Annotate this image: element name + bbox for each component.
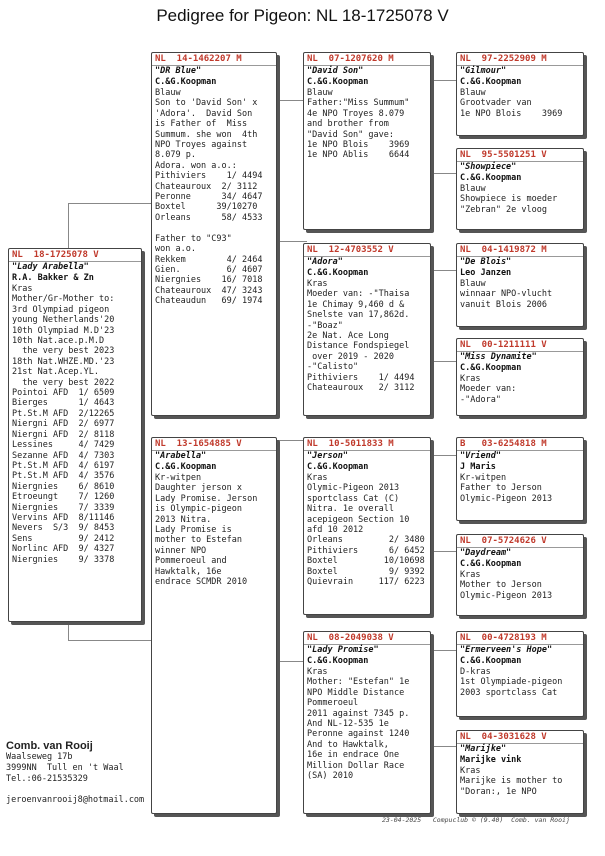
card-line: D-kras (460, 667, 491, 677)
pedigree-card-dsd (456, 534, 584, 616)
breeder: C.&G.Koopman (307, 656, 369, 666)
card-line: Pommeroeul and (155, 556, 227, 567)
pigeon-name: "Miss Dynamite" (460, 352, 537, 362)
breeder: C.&G.Koopman (460, 559, 522, 569)
card-line: Niergni AFD 2/ 6977 (12, 419, 115, 430)
connector (430, 270, 456, 362)
card-body (457, 184, 583, 215)
pedigree-card-sire-sire (303, 52, 431, 230)
pigeon-name: "De Blois" (460, 257, 512, 267)
card-line: 'Adora'. David Son (155, 108, 253, 119)
card-line: Pt.St.M AFD 4/ 3576 (12, 471, 115, 482)
card-line: afd 10 2012 (307, 525, 364, 536)
card-line: Niergni AFD 2/ 8118 (12, 429, 115, 440)
card-line: Father to "C93" (155, 233, 232, 244)
pigeon-name: "Daydream" (460, 548, 512, 558)
card-line: Father to Jerson (460, 483, 542, 494)
ring-number: NL 08-2049038 V (304, 632, 430, 645)
card-line: Grootvader van (460, 98, 532, 109)
card-line: NPO Middle Distance (307, 687, 405, 698)
pigeon-name: "Adora" (307, 257, 343, 267)
card-body (457, 570, 583, 601)
card-line: 18th Nat.WHZE.MD.'23 (12, 356, 115, 367)
pigeon-name: "David Son" (307, 66, 364, 76)
card-body (152, 88, 276, 307)
card-line: Kras (307, 667, 328, 677)
pedigree-card-sss (456, 52, 584, 136)
card-line: Peronne against 1240 (307, 729, 410, 740)
card-line: 1e Chimay 9,460 d & (307, 299, 405, 310)
pedigree-card-main (8, 248, 142, 622)
card-line: Chateauroux 2/ 3112 (155, 181, 258, 192)
card-line: Vervins AFD 8/11146 (12, 512, 115, 523)
card-body (457, 374, 583, 405)
card-line: 2011 against 7345 p. (307, 708, 410, 719)
card-line: Kras (307, 279, 328, 289)
card-line: Norlinc AFD 9/ 4327 (12, 544, 115, 555)
card-line: Lessines 4/ 7429 (12, 440, 115, 451)
ring-number: B 03-6254818 M (457, 438, 583, 451)
card-line: Pithiviers 1/ 4494 (155, 171, 263, 182)
card-line: Kras (307, 473, 328, 483)
card-line: Adora. won a.o.: (155, 160, 237, 171)
card-line: "David Son" gave: (307, 129, 394, 140)
card-line: Mother to Jerson (460, 580, 542, 591)
ring-number: NL 97-2252909 M (457, 53, 583, 66)
breeder: C.&G.Koopman (307, 268, 369, 278)
card-line: 2013 Nitra. (155, 514, 212, 525)
card-line: Million Dollar Race (307, 760, 405, 771)
card-line: And to Hawktalk, (307, 739, 389, 750)
ring-number: NL 14-1462207 M (152, 53, 276, 66)
pigeon-name: "Lady Promise" (307, 645, 379, 655)
card-body (9, 284, 141, 565)
card-line: acepigeon Section 10 (307, 514, 410, 525)
card-line: Chateauroux 47/ 3243 (155, 285, 263, 296)
card-line: Lady Promise. Jerson (155, 493, 258, 504)
card-line: Lady Promise is (155, 525, 232, 536)
pigeon-name: "Arabella" (155, 451, 207, 461)
card-line: is Father of Miss (155, 119, 248, 130)
ring-number: NL 04-1419872 M (457, 244, 583, 257)
card-line: 10th Olympiad M.D'23 (12, 325, 115, 336)
card-line: 16e in endrace One (307, 750, 400, 761)
ring-number: NL 00-1211111 V (457, 339, 583, 352)
card-line: "Doran:, 1e NPO (460, 786, 537, 797)
connector (68, 620, 152, 641)
card-line: Distance Fondspiegel (307, 341, 410, 352)
card-line: Kras (460, 374, 481, 384)
card-line: -"Calisto" (307, 362, 359, 373)
card-line: Pointoi AFD 1/ 6509 (12, 388, 115, 399)
card-line: Blauw (460, 184, 486, 194)
card-line: Blauw (155, 88, 181, 98)
breeder: J Maris (460, 462, 496, 472)
card-line: young Netherlands'20 (12, 315, 115, 326)
card-line: Pt.St.M AFD 2/12265 (12, 408, 115, 419)
breeder: C.&G.Koopman (155, 77, 217, 87)
breeder: C.&G.Koopman (460, 173, 522, 183)
ring-number: NL 04-3031628 V (457, 731, 583, 744)
breeder: Marijke vink (460, 755, 522, 765)
card-body (304, 667, 430, 781)
breeder: C.&G.Koopman (460, 656, 522, 666)
card-line: Orleans 2/ 3480 (307, 535, 425, 546)
card-line: endrace SCMDR 2010 (155, 577, 248, 588)
breeder: Leo Janzen (460, 268, 512, 278)
card-line: Nevers S/3 9/ 8453 (12, 523, 115, 534)
card-line: is Olympic-pigeon (155, 504, 242, 515)
card-line: 2e Nat. Ace Long (307, 331, 389, 342)
card-line: -"Boaz" (307, 320, 343, 331)
pedigree-card-dam-dam (303, 631, 431, 814)
card-body (457, 667, 583, 698)
card-line: 3rd Olympiad pigeon (12, 304, 110, 315)
card-line: Snelste van 17,862d. (307, 310, 410, 321)
ring-number: NL 95-5501251 V (457, 149, 583, 162)
pigeon-name: "Marijke" (460, 744, 507, 754)
pigeon-name: "Lady Arabella" (12, 262, 89, 272)
pedigree-card-dam (151, 437, 277, 814)
card-line: 4e NPO Troyes 8.079 (307, 108, 405, 119)
owner-name: Comb. van Rooij (6, 740, 93, 752)
card-line: Olymic-Pigeon 2013 (460, 493, 553, 504)
pedigree-card-dss (456, 437, 584, 521)
card-line: Bierges 1/ 4643 (12, 398, 115, 409)
card-line: Summum. she won 4th (155, 129, 258, 140)
card-line: Moeder van: (460, 384, 517, 395)
card-line: Pithiviers 1/ 4494 (307, 372, 415, 383)
pigeon-name: "Ermerveen's Hope" (460, 645, 553, 655)
card-line: Niergnies 7/ 3339 (12, 502, 115, 513)
owner-block (6, 740, 144, 806)
ring-number: NL 07-1207620 M (304, 53, 430, 66)
connector (430, 455, 456, 552)
breeder: R.A. Bakker & Zn (12, 273, 94, 283)
breeder: C.&G.Koopman (307, 77, 369, 87)
card-line: 2003 sportclass Cat (460, 687, 558, 698)
card-line: Marijke is mother to (460, 776, 563, 787)
card-line: winnaar NPO-vlucht (460, 289, 553, 300)
card-line: Gien. 6/ 4607 (155, 264, 263, 275)
card-line: -"Adora" (460, 394, 501, 405)
card-line: 21st Nat.Acep.YL. (12, 367, 99, 378)
ring-number: NL 18-1725078 V (9, 249, 141, 262)
card-line: over 2019 - 2020 (307, 351, 394, 362)
card-line: And NL-12-535 1e (307, 719, 389, 730)
card-line: 1e NPO Ablis 6644 (307, 150, 410, 161)
card-line: Orleans 58/ 4533 (155, 212, 263, 223)
owner-phone: Tel.:06-21535329 (6, 774, 88, 784)
breeder: C.&G.Koopman (155, 462, 217, 472)
card-line: Sezanne AFD 4/ 7303 (12, 450, 115, 461)
pedigree-card-sdd (456, 338, 584, 416)
card-body (457, 279, 583, 310)
card-line: Kras (12, 284, 33, 294)
card-line: 8.079 p. (155, 150, 196, 161)
card-line: "Zebran" 2e vloog (460, 204, 547, 215)
card-line: Kras (460, 766, 481, 776)
card-line: won a.o. (155, 244, 196, 255)
connector (278, 440, 304, 662)
card-body (457, 766, 583, 797)
card-line: Moeder van: -"Thaisa (307, 289, 410, 300)
card-line: 1e NPO Blois 3969 (460, 108, 563, 119)
card-line: Father:"Miss Summum" (307, 98, 410, 109)
card-line: Niergnies 6/ 8610 (12, 481, 115, 492)
card-line: Pommeroeul (307, 698, 359, 709)
owner-address: Waalseweg 17b (6, 752, 73, 762)
card-line: Rekkem 4/ 2464 (155, 254, 263, 265)
card-line: (SA) 2010 (307, 771, 354, 782)
card-line: 1st Olympiade-pigeon (460, 677, 563, 688)
card-line: Blauw (307, 88, 333, 98)
card-line: Etroeungt 7/ 1260 (12, 492, 115, 503)
card-line: Niergnies 16/ 7018 (155, 275, 263, 286)
card-line: Kr-witpen (155, 473, 202, 483)
card-line: winner NPO (155, 545, 207, 556)
card-line: Chateaudun 69/ 1974 (155, 296, 263, 307)
card-line: Boxtel 9/ 9392 (307, 566, 425, 577)
breeder: C.&G.Koopman (460, 363, 522, 373)
pedigree-card-ssd (456, 148, 584, 230)
connector (430, 80, 456, 174)
page-title: Pedigree for Pigeon: NL 18-1725078 V (156, 6, 449, 25)
pedigree-card-dds (456, 631, 584, 717)
card-line: Blauw (460, 88, 486, 98)
pigeon-name: "Vriend" (460, 451, 501, 461)
pedigree-card-sire (151, 52, 277, 416)
card-body (152, 473, 276, 587)
card-line: Niergnies 9/ 3378 (12, 554, 115, 565)
card-line: vanuit Blois 2006 (460, 299, 547, 310)
card-line: 1e NPO Blois 3969 (307, 140, 410, 151)
card-body (457, 473, 583, 504)
breeder: C.&G.Koopman (307, 462, 369, 472)
card-line: Kr-witpen (460, 473, 507, 483)
card-line: Chateauroux 2/ 3112 (307, 383, 415, 394)
pigeon-name: "Showpiece" (460, 162, 517, 172)
card-line: Daughter jerson x (155, 483, 242, 494)
card-line (155, 223, 273, 233)
card-line: Boxtel 10/10698 (307, 556, 425, 567)
ring-number: NL 00-4728193 M (457, 632, 583, 645)
card-line: and brother from (307, 119, 389, 130)
card-line: Hawktalk, 16e (155, 566, 222, 577)
owner-city: 3999NN Tull en 't Waal (6, 763, 124, 773)
ring-number: NL 13-1654885 V (152, 438, 276, 451)
card-line: Kras (460, 570, 481, 580)
card-line: mother to Estefan (155, 535, 242, 546)
pigeon-name: "Jerson" (307, 451, 348, 461)
card-line: Boxtel 39/10270 (155, 202, 258, 213)
card-line: the very best 2022 (12, 377, 115, 388)
card-body (304, 473, 430, 587)
pigeon-name: "DR Blue" (155, 66, 202, 76)
card-line: Pithiviers 6/ 6452 (307, 545, 425, 556)
ring-number: NL 07-5724626 V (457, 535, 583, 548)
card-line: Peronne 34/ 4647 (155, 192, 263, 203)
card-line: Blauw (460, 279, 486, 289)
card-line: Quievrain 117/ 6223 (307, 577, 425, 588)
pedigree-card-sire-dam (303, 243, 431, 416)
card-line: sportclass Cat (C) (307, 493, 400, 504)
card-line: Olymic-Pigeon 2013 (460, 590, 553, 601)
pedigree-card-sds (456, 243, 584, 327)
connector (430, 650, 456, 747)
card-line: Pt.St.M AFD 4/ 6197 (12, 460, 115, 471)
pedigree-card-ddd (456, 730, 584, 814)
card-line: Showpiece is moeder (460, 194, 558, 205)
card-line: NPO Troyes against (155, 140, 248, 151)
card-line: Mother/Gr-Mother to: (12, 294, 115, 305)
pedigree-card-dam-sire (303, 437, 431, 615)
card-line: 10th Nat.ace.p.M.D (12, 336, 105, 347)
card-line: Sens 9/ 2412 (12, 533, 115, 544)
owner-email: jeroenvanrooij8@hotmail.com (6, 795, 145, 805)
card-body (304, 88, 430, 161)
card-line: Mother: "Estefan" 1e (307, 677, 410, 688)
card-line: the very best 2023 (12, 346, 115, 357)
ring-number: NL 10-5011833 M (304, 438, 430, 451)
card-line: Nitra. 1e overall (307, 504, 394, 515)
card-body (304, 279, 430, 393)
card-line: Son to 'David Son' x (155, 98, 258, 109)
connector (68, 203, 152, 249)
breeder: C.&G.Koopman (460, 77, 522, 87)
pigeon-name: "Gilmour" (460, 66, 507, 76)
card-body (457, 88, 583, 119)
footer-meta: 23-04-2025 Compuclub © (9.40) Comb. van Rooij (382, 816, 570, 824)
card-line: Olymic-Pigeon 2013 (307, 483, 400, 494)
ring-number: NL 12-4703552 V (304, 244, 430, 257)
